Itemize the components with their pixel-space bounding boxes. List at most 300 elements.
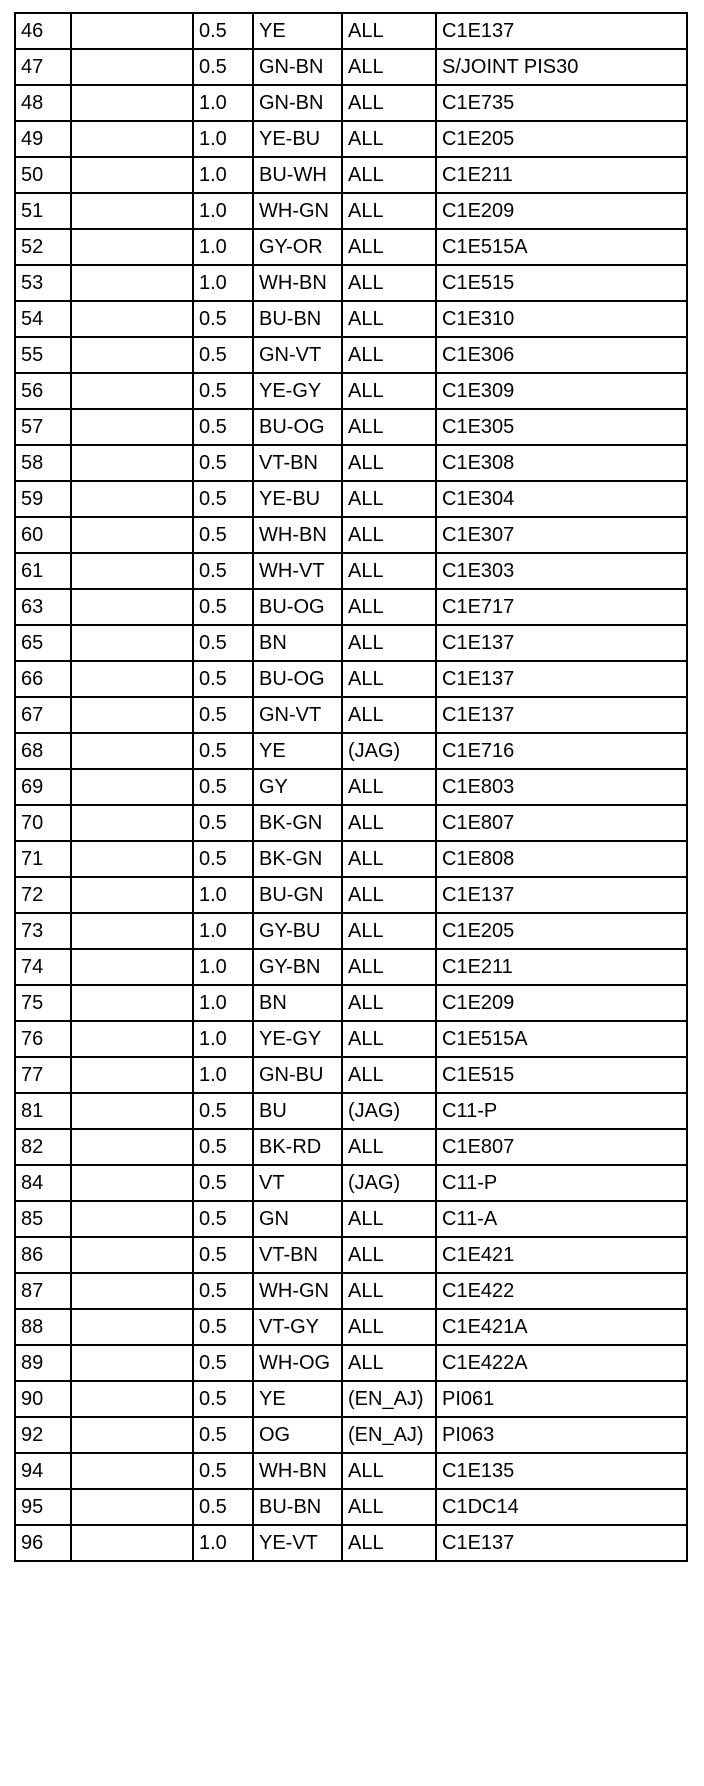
variant-cell: ALL xyxy=(342,445,436,481)
wire-color-cell: VT-GY xyxy=(253,1309,342,1345)
wire-size-cell: 0.5 xyxy=(193,1093,253,1129)
destination-cell: C1E303 xyxy=(436,553,687,589)
destination-cell: C1E305 xyxy=(436,409,687,445)
wire-size-cell: 0.5 xyxy=(193,1453,253,1489)
wire-size-cell: 0.5 xyxy=(193,1345,253,1381)
table-row xyxy=(15,409,687,445)
wire-color-cell: OG xyxy=(253,1417,342,1453)
pin-cell: 65 xyxy=(15,625,71,661)
destination-cell: C1E803 xyxy=(436,769,687,805)
wire-color-cell: BK-GN xyxy=(253,805,342,841)
wire-color-cell: YE xyxy=(253,733,342,769)
wire-size-cell: 0.5 xyxy=(193,13,253,49)
variant-cell: ALL xyxy=(342,1237,436,1273)
wire-color-cell: VT-BN xyxy=(253,445,342,481)
table-row xyxy=(15,1021,687,1057)
wire-color-cell: GY-BN xyxy=(253,949,342,985)
wire-size-cell: 0.5 xyxy=(193,733,253,769)
wire-size-cell: 0.5 xyxy=(193,337,253,373)
variant-cell: ALL xyxy=(342,229,436,265)
variant-cell: ALL xyxy=(342,49,436,85)
blank-cell xyxy=(71,1345,193,1381)
pin-cell: 75 xyxy=(15,985,71,1021)
pin-cell: 86 xyxy=(15,1237,71,1273)
destination-cell: C1E808 xyxy=(436,841,687,877)
table-row xyxy=(15,301,687,337)
wire-size-cell: 1.0 xyxy=(193,1057,253,1093)
destination-cell: PI061 xyxy=(436,1381,687,1417)
blank-cell xyxy=(71,1129,193,1165)
wire-color-cell: BU-WH xyxy=(253,157,342,193)
wire-size-cell: 0.5 xyxy=(193,1237,253,1273)
table-row xyxy=(15,841,687,877)
wire-size-cell: 0.5 xyxy=(193,1489,253,1525)
wire-size-cell: 0.5 xyxy=(193,445,253,481)
wire-size-cell: 0.5 xyxy=(193,49,253,85)
blank-cell xyxy=(71,1201,193,1237)
blank-cell xyxy=(71,1381,193,1417)
variant-cell: ALL xyxy=(342,1489,436,1525)
variant-cell: ALL xyxy=(342,769,436,805)
destination-cell: C1E310 xyxy=(436,301,687,337)
destination-cell: C1E137 xyxy=(436,877,687,913)
wire-color-cell: BU-GN xyxy=(253,877,342,913)
table-row xyxy=(15,985,687,1021)
wire-color-cell: BU-OG xyxy=(253,589,342,625)
wire-color-cell: WH-BN xyxy=(253,265,342,301)
blank-cell xyxy=(71,301,193,337)
variant-cell: ALL xyxy=(342,877,436,913)
wire-size-cell: 1.0 xyxy=(193,913,253,949)
wire-size-cell: 0.5 xyxy=(193,1417,253,1453)
table-row xyxy=(15,697,687,733)
destination-cell: C1E421A xyxy=(436,1309,687,1345)
destination-cell: C1E137 xyxy=(436,1525,687,1561)
table-row xyxy=(15,85,687,121)
blank-cell xyxy=(71,13,193,49)
wire-size-cell: 0.5 xyxy=(193,1381,253,1417)
table-row xyxy=(15,1129,687,1165)
destination-cell: C1E306 xyxy=(436,337,687,373)
table-row xyxy=(15,877,687,913)
wire-size-cell: 1.0 xyxy=(193,1021,253,1057)
variant-cell: ALL xyxy=(342,517,436,553)
variant-cell: ALL xyxy=(342,1273,436,1309)
wire-size-cell: 1.0 xyxy=(193,85,253,121)
blank-cell xyxy=(71,1021,193,1057)
blank-cell xyxy=(71,553,193,589)
table-row xyxy=(15,121,687,157)
blank-cell xyxy=(71,661,193,697)
table-row xyxy=(15,265,687,301)
wire-size-cell: 0.5 xyxy=(193,1273,253,1309)
table-row xyxy=(15,913,687,949)
pin-cell: 60 xyxy=(15,517,71,553)
wire-size-cell: 1.0 xyxy=(193,877,253,913)
blank-cell xyxy=(71,589,193,625)
destination-cell: PI063 xyxy=(436,1417,687,1453)
pin-cell: 51 xyxy=(15,193,71,229)
variant-cell: ALL xyxy=(342,1201,436,1237)
destination-cell: C1E209 xyxy=(436,193,687,229)
pin-cell: 57 xyxy=(15,409,71,445)
blank-cell xyxy=(71,841,193,877)
variant-cell: ALL xyxy=(342,13,436,49)
wiring-table xyxy=(14,12,688,1562)
pin-cell: 47 xyxy=(15,49,71,85)
destination-cell: C1E211 xyxy=(436,949,687,985)
table-row xyxy=(15,229,687,265)
wire-size-cell: 0.5 xyxy=(193,409,253,445)
pin-cell: 96 xyxy=(15,1525,71,1561)
wire-size-cell: 0.5 xyxy=(193,841,253,877)
wire-color-cell: GN-VT xyxy=(253,337,342,373)
wire-color-cell: GY xyxy=(253,769,342,805)
destination-cell: C1E515A xyxy=(436,1021,687,1057)
pin-cell: 69 xyxy=(15,769,71,805)
wire-color-cell: BN xyxy=(253,985,342,1021)
blank-cell xyxy=(71,625,193,661)
wire-color-cell: WH-GN xyxy=(253,193,342,229)
wire-size-cell: 0.5 xyxy=(193,1309,253,1345)
wire-size-cell: 0.5 xyxy=(193,373,253,409)
wire-color-cell: WH-VT xyxy=(253,553,342,589)
blank-cell xyxy=(71,1273,193,1309)
blank-cell xyxy=(71,481,193,517)
wire-color-cell: BK-RD xyxy=(253,1129,342,1165)
blank-cell xyxy=(71,373,193,409)
pin-cell: 82 xyxy=(15,1129,71,1165)
wire-color-cell: BK-GN xyxy=(253,841,342,877)
pin-cell: 92 xyxy=(15,1417,71,1453)
blank-cell xyxy=(71,949,193,985)
pin-cell: 50 xyxy=(15,157,71,193)
table-row xyxy=(15,661,687,697)
table-row xyxy=(15,1165,687,1201)
table-row xyxy=(15,733,687,769)
destination-cell: C1E807 xyxy=(436,1129,687,1165)
blank-cell xyxy=(71,1453,193,1489)
wire-size-cell: 0.5 xyxy=(193,553,253,589)
pin-cell: 85 xyxy=(15,1201,71,1237)
variant-cell: ALL xyxy=(342,121,436,157)
variant-cell: ALL xyxy=(342,553,436,589)
blank-cell xyxy=(71,1165,193,1201)
table-row xyxy=(15,373,687,409)
pin-cell: 49 xyxy=(15,121,71,157)
pin-cell: 48 xyxy=(15,85,71,121)
blank-cell xyxy=(71,877,193,913)
destination-cell: C1E304 xyxy=(436,481,687,517)
destination-cell: C1E137 xyxy=(436,13,687,49)
wire-size-cell: 1.0 xyxy=(193,121,253,157)
blank-cell xyxy=(71,1417,193,1453)
variant-cell: ALL xyxy=(342,1525,436,1561)
destination-cell: C1E307 xyxy=(436,517,687,553)
pin-cell: 71 xyxy=(15,841,71,877)
destination-cell: C1E422 xyxy=(436,1273,687,1309)
variant-cell: ALL xyxy=(342,661,436,697)
variant-cell: ALL xyxy=(342,373,436,409)
pin-cell: 90 xyxy=(15,1381,71,1417)
destination-cell: S/JOINT PIS30 xyxy=(436,49,687,85)
pin-cell: 55 xyxy=(15,337,71,373)
variant-cell: ALL xyxy=(342,337,436,373)
table-row xyxy=(15,1057,687,1093)
variant-cell: ALL xyxy=(342,805,436,841)
blank-cell xyxy=(71,445,193,481)
variant-cell: (EN_AJ) xyxy=(342,1417,436,1453)
wire-color-cell: YE xyxy=(253,13,342,49)
wire-size-cell: 0.5 xyxy=(193,481,253,517)
table-row xyxy=(15,481,687,517)
wire-size-cell: 1.0 xyxy=(193,1525,253,1561)
wire-color-cell: VT-BN xyxy=(253,1237,342,1273)
table-row xyxy=(15,517,687,553)
blank-cell xyxy=(71,913,193,949)
variant-cell: ALL xyxy=(342,409,436,445)
blank-cell xyxy=(71,1057,193,1093)
wire-size-cell: 1.0 xyxy=(193,193,253,229)
wire-color-cell: YE-BU xyxy=(253,121,342,157)
destination-cell: C1E515A xyxy=(436,229,687,265)
wire-color-cell: WH-OG xyxy=(253,1345,342,1381)
wire-size-cell: 1.0 xyxy=(193,985,253,1021)
table-row xyxy=(15,1417,687,1453)
wire-size-cell: 0.5 xyxy=(193,769,253,805)
pin-cell: 68 xyxy=(15,733,71,769)
blank-cell xyxy=(71,49,193,85)
table-row xyxy=(15,1525,687,1561)
blank-cell xyxy=(71,157,193,193)
table-row xyxy=(15,157,687,193)
table-row xyxy=(15,1489,687,1525)
table-row xyxy=(15,553,687,589)
variant-cell: ALL xyxy=(342,265,436,301)
pin-cell: 84 xyxy=(15,1165,71,1201)
destination-cell: C1E717 xyxy=(436,589,687,625)
destination-cell: C1E137 xyxy=(436,625,687,661)
wire-size-cell: 0.5 xyxy=(193,1201,253,1237)
table-row xyxy=(15,13,687,49)
blank-cell xyxy=(71,733,193,769)
variant-cell: ALL xyxy=(342,1453,436,1489)
wire-size-cell: 0.5 xyxy=(193,661,253,697)
destination-cell: C11-P xyxy=(436,1093,687,1129)
table-row xyxy=(15,1093,687,1129)
destination-cell: C1E515 xyxy=(436,1057,687,1093)
table-row xyxy=(15,337,687,373)
blank-cell xyxy=(71,121,193,157)
pin-cell: 53 xyxy=(15,265,71,301)
wire-size-cell: 0.5 xyxy=(193,1129,253,1165)
wire-color-cell: BU-BN xyxy=(253,301,342,337)
destination-cell: C1E308 xyxy=(436,445,687,481)
variant-cell: (EN_AJ) xyxy=(342,1381,436,1417)
pin-cell: 56 xyxy=(15,373,71,409)
pin-cell: 54 xyxy=(15,301,71,337)
blank-cell xyxy=(71,1309,193,1345)
variant-cell: ALL xyxy=(342,193,436,229)
table-row xyxy=(15,949,687,985)
wire-color-cell: BN xyxy=(253,625,342,661)
destination-cell: C1E309 xyxy=(436,373,687,409)
pin-cell: 59 xyxy=(15,481,71,517)
destination-cell: C1E205 xyxy=(436,913,687,949)
wire-color-cell: GN-BU xyxy=(253,1057,342,1093)
wire-color-cell: GN xyxy=(253,1201,342,1237)
variant-cell: ALL xyxy=(342,589,436,625)
table-row xyxy=(15,769,687,805)
table-body xyxy=(15,13,687,1561)
variant-cell: ALL xyxy=(342,697,436,733)
wire-color-cell: BU xyxy=(253,1093,342,1129)
variant-cell: ALL xyxy=(342,1057,436,1093)
wire-color-cell: GN-BN xyxy=(253,49,342,85)
pin-cell: 88 xyxy=(15,1309,71,1345)
table-row xyxy=(15,1345,687,1381)
destination-cell: C1E735 xyxy=(436,85,687,121)
destination-cell: C11-P xyxy=(436,1165,687,1201)
pin-cell: 46 xyxy=(15,13,71,49)
wire-color-cell: WH-GN xyxy=(253,1273,342,1309)
wire-color-cell: GN-BN xyxy=(253,85,342,121)
pin-cell: 89 xyxy=(15,1345,71,1381)
blank-cell xyxy=(71,337,193,373)
table-row xyxy=(15,1201,687,1237)
table-row xyxy=(15,625,687,661)
wire-color-cell: BU-BN xyxy=(253,1489,342,1525)
blank-cell xyxy=(71,517,193,553)
pin-cell: 66 xyxy=(15,661,71,697)
wire-color-cell: GY-BU xyxy=(253,913,342,949)
variant-cell: ALL xyxy=(342,985,436,1021)
pin-cell: 63 xyxy=(15,589,71,625)
blank-cell xyxy=(71,1093,193,1129)
blank-cell xyxy=(71,409,193,445)
variant-cell: ALL xyxy=(342,1309,436,1345)
variant-cell: ALL xyxy=(342,301,436,337)
destination-cell: C1E211 xyxy=(436,157,687,193)
wire-size-cell: 1.0 xyxy=(193,949,253,985)
destination-cell: C1E421 xyxy=(436,1237,687,1273)
pin-cell: 58 xyxy=(15,445,71,481)
wire-color-cell: WH-BN xyxy=(253,517,342,553)
blank-cell xyxy=(71,1237,193,1273)
wire-size-cell: 0.5 xyxy=(193,805,253,841)
destination-cell: C1E515 xyxy=(436,265,687,301)
wire-size-cell: 0.5 xyxy=(193,697,253,733)
wire-color-cell: VT xyxy=(253,1165,342,1201)
destination-cell: C1E807 xyxy=(436,805,687,841)
variant-cell: ALL xyxy=(342,625,436,661)
wire-color-cell: BU-OG xyxy=(253,661,342,697)
wire-size-cell: 0.5 xyxy=(193,1165,253,1201)
pin-cell: 76 xyxy=(15,1021,71,1057)
wire-size-cell: 1.0 xyxy=(193,157,253,193)
wire-color-cell: GN-VT xyxy=(253,697,342,733)
pin-cell: 87 xyxy=(15,1273,71,1309)
wire-color-cell: BU-OG xyxy=(253,409,342,445)
blank-cell xyxy=(71,805,193,841)
variant-cell: ALL xyxy=(342,949,436,985)
wire-color-cell: YE-BU xyxy=(253,481,342,517)
wire-color-cell: YE-GY xyxy=(253,373,342,409)
pin-cell: 74 xyxy=(15,949,71,985)
destination-cell: C1E205 xyxy=(436,121,687,157)
destination-cell: C11-A xyxy=(436,1201,687,1237)
variant-cell: ALL xyxy=(342,1129,436,1165)
table-row xyxy=(15,193,687,229)
destination-cell: C1DC14 xyxy=(436,1489,687,1525)
variant-cell: ALL xyxy=(342,1021,436,1057)
wire-color-cell: GY-OR xyxy=(253,229,342,265)
wire-size-cell: 0.5 xyxy=(193,301,253,337)
pin-cell: 73 xyxy=(15,913,71,949)
blank-cell xyxy=(71,193,193,229)
blank-cell xyxy=(71,985,193,1021)
blank-cell xyxy=(71,769,193,805)
table-row xyxy=(15,445,687,481)
pin-cell: 67 xyxy=(15,697,71,733)
destination-cell: C1E137 xyxy=(436,697,687,733)
destination-cell: C1E422A xyxy=(436,1345,687,1381)
wire-size-cell: 0.5 xyxy=(193,589,253,625)
blank-cell xyxy=(71,265,193,301)
variant-cell: (JAG) xyxy=(342,1165,436,1201)
pin-cell: 81 xyxy=(15,1093,71,1129)
blank-cell xyxy=(71,1489,193,1525)
wire-size-cell: 1.0 xyxy=(193,229,253,265)
blank-cell xyxy=(71,697,193,733)
variant-cell: ALL xyxy=(342,85,436,121)
table-row xyxy=(15,1237,687,1273)
table-row xyxy=(15,1453,687,1489)
wire-color-cell: YE-VT xyxy=(253,1525,342,1561)
wire-size-cell: 0.5 xyxy=(193,517,253,553)
pin-cell: 77 xyxy=(15,1057,71,1093)
variant-cell: ALL xyxy=(342,481,436,517)
pin-cell: 70 xyxy=(15,805,71,841)
pin-cell: 94 xyxy=(15,1453,71,1489)
destination-cell: C1E716 xyxy=(436,733,687,769)
wire-color-cell: WH-BN xyxy=(253,1453,342,1489)
pin-cell: 52 xyxy=(15,229,71,265)
variant-cell: ALL xyxy=(342,841,436,877)
pin-cell: 72 xyxy=(15,877,71,913)
pin-cell: 61 xyxy=(15,553,71,589)
table-row xyxy=(15,1309,687,1345)
blank-cell xyxy=(71,85,193,121)
pin-cell: 95 xyxy=(15,1489,71,1525)
variant-cell: (JAG) xyxy=(342,1093,436,1129)
table-row xyxy=(15,589,687,625)
destination-cell: C1E135 xyxy=(436,1453,687,1489)
wire-color-cell: YE xyxy=(253,1381,342,1417)
variant-cell: ALL xyxy=(342,913,436,949)
wire-size-cell: 1.0 xyxy=(193,265,253,301)
table-row xyxy=(15,805,687,841)
wire-size-cell: 0.5 xyxy=(193,625,253,661)
wire-color-cell: YE-GY xyxy=(253,1021,342,1057)
table-row xyxy=(15,1381,687,1417)
blank-cell xyxy=(71,229,193,265)
table-row xyxy=(15,49,687,85)
blank-cell xyxy=(71,1525,193,1561)
destination-cell: C1E137 xyxy=(436,661,687,697)
destination-cell: C1E209 xyxy=(436,985,687,1021)
table-row xyxy=(15,1273,687,1309)
